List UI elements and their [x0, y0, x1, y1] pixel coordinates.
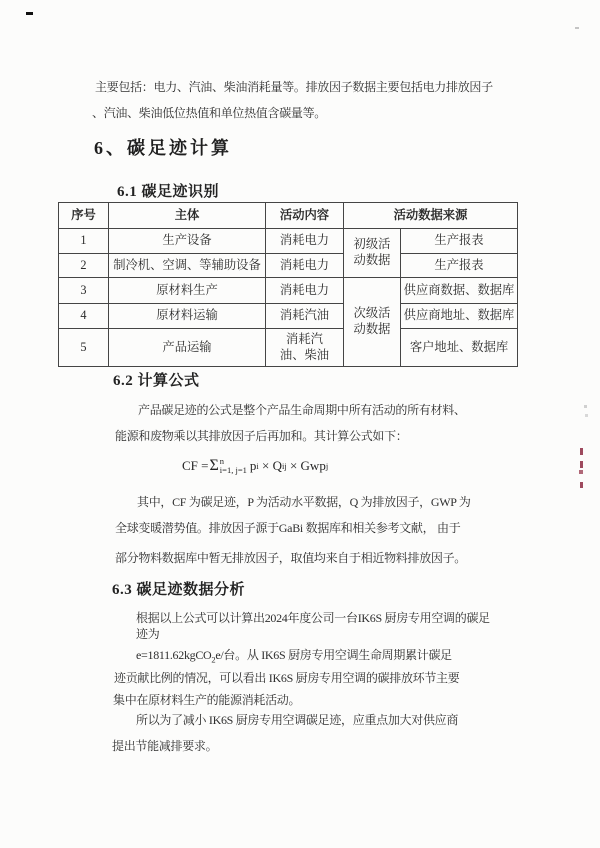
formula-times-1: × [258, 457, 273, 473]
formula-term-p: p [249, 457, 257, 473]
cell-no: 2 [59, 254, 109, 278]
section-6-1-heading: 6.1 碳足迹识别 [117, 184, 220, 200]
cell-no: 4 [59, 304, 109, 329]
cell-activity: 消耗电力 [266, 254, 344, 278]
table-row [59, 329, 518, 367]
scan-speck-topleft [26, 12, 33, 15]
table-row [59, 254, 518, 278]
section-6-2-heading: 6.2 计算公式 [113, 373, 200, 389]
table-row [59, 304, 518, 329]
cell-source: 供应商数据、数据库 [401, 278, 518, 304]
cell-subject: 产品运输 [109, 329, 266, 367]
analysis-para1-line-2: 迹为 [136, 627, 160, 641]
emission-value-post: e/台。从 IK6S 厨房专用空调生命周期累计碳足 [215, 648, 452, 662]
formula-intro-line-1: 产品碳足迹的公式是整个产品生命周期中所有活动的所有材料、 [138, 403, 466, 417]
cell-no: 1 [59, 229, 109, 254]
scan-margin-mark-3 [579, 470, 583, 474]
carbon-footprint-table [58, 202, 518, 367]
scan-speck-dot-2 [584, 405, 587, 408]
table-header-activity: 活动内容 [266, 203, 344, 229]
intro-line-2: 、汽油、柴油低位热值和单位热值含碳量等。 [92, 106, 327, 120]
sigma-upper-limit: n [219, 456, 225, 467]
table-row [59, 229, 518, 254]
cell-subject: 原材料生产 [109, 278, 266, 304]
cell-subject: 原材料运输 [109, 304, 266, 329]
formula-sub-ij: ij [281, 460, 287, 471]
sigma-symbol: Σ [209, 457, 219, 474]
scan-speck-dot-1 [575, 27, 579, 29]
cell-source: 生产报表 [401, 229, 518, 254]
scan-margin-mark-2 [580, 461, 583, 468]
table-header-subject: 主体 [109, 203, 266, 229]
formula-term-gwp: Gwp [300, 457, 326, 473]
co2-subscript: 2 [211, 654, 216, 665]
cell-subject: 制冷机、空调、等辅助设备 [109, 254, 266, 278]
cell-group-secondary: 次级活动数据 [344, 278, 401, 367]
emission-value-pre: e=1811.62kgCO [136, 648, 212, 662]
scan-margin-mark-1 [580, 448, 583, 455]
cf-formula [182, 456, 328, 477]
intro-line-1: 主要包括：电力、汽油、柴油消耗量等。排放因子数据主要包括电力排放因子 [95, 80, 493, 94]
analysis-para2-line-2: 迹贡献比例的情况，可以看出 IK6S 厨房专用空调的碳排放环节主要 [114, 671, 460, 685]
section-6-3-heading: 6.3 碳足迹数据分析 [112, 582, 246, 598]
sigma-limits [220, 457, 247, 475]
analysis-para3-line-2: 提出节能减排要求。 [112, 739, 218, 753]
formula-explain-line-2: 全球变暖潜势值。排放因子源于GaBi 数据库和相关参考文献， 由于 [115, 521, 461, 535]
formula-term-q: Q [272, 457, 282, 473]
analysis-para1-line-1: 根据以上公式可以计算出2024年度公司一台IK6S 厨房专用空调的碳足 [136, 611, 490, 625]
table-header-source: 活动数据来源 [344, 203, 518, 229]
formula-sub-j: j [325, 460, 329, 471]
cell-no: 3 [59, 278, 109, 304]
cell-no: 5 [59, 329, 109, 367]
formula-explain-line-3: 部分物料数据库中暂无排放因子，取值均来自于相近物料排放因子。 [115, 551, 467, 565]
sigma-lower-limit: i=1, j=1 [219, 465, 247, 476]
analysis-para2-line-3: 集中在原材料生产的能源消耗活动。 [113, 693, 301, 707]
formula-sub-i: i [256, 460, 259, 471]
scan-speck-dot-3 [585, 414, 588, 417]
cell-source: 供应商地址、数据库 [401, 304, 518, 329]
formula-intro-line-2: 能源和废物乘以其排放因子后再加和。其计算公式如下： [115, 429, 408, 443]
formula-times-2: × [286, 457, 301, 473]
analysis-para3-line-1: 所以为了减小 IK6S 厨房专用空调碳足迹，应重点加大对供应商 [136, 713, 459, 727]
formula-lhs: CF = [182, 457, 209, 473]
cell-source: 生产报表 [401, 254, 518, 278]
cell-activity: 消耗汽油 [266, 304, 344, 329]
cell-source: 客户地址、数据库 [401, 329, 518, 367]
cell-activity: 消耗电力 [266, 229, 344, 254]
table-header-no: 序号 [59, 203, 109, 229]
cell-subject: 生产设备 [109, 229, 266, 254]
cell-activity: 消耗电力 [266, 278, 344, 304]
formula-explain-line-1: 其中，CF 为碳足迹，P 为活动水平数据，Q 为排放因子，GWP 为 [137, 495, 471, 509]
analysis-para2-line-1 [136, 648, 452, 665]
cell-activity: 消耗汽油、柴油 [266, 329, 344, 367]
section-6-heading: 6、碳足迹计算 [94, 138, 232, 158]
scan-margin-mark-4 [580, 482, 583, 488]
table-row [59, 278, 518, 304]
cell-group-primary: 初级活动数据 [344, 229, 401, 278]
